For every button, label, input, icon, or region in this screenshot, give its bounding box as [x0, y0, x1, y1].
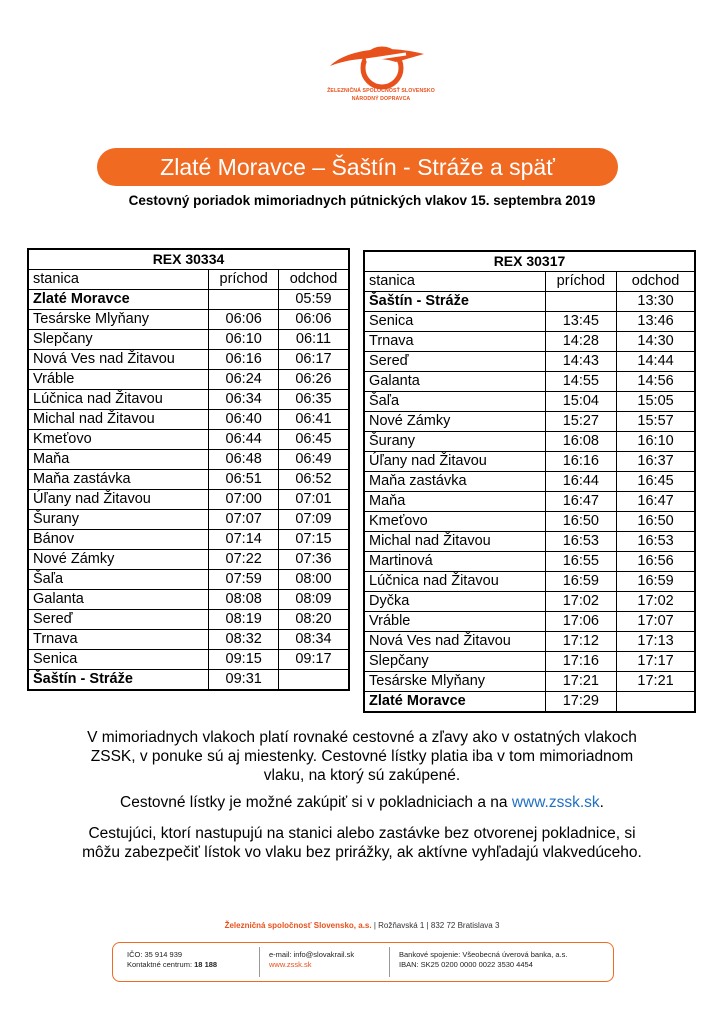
- departure-time-cell: 17:13: [617, 632, 695, 652]
- station-cell: Nové Zámky: [28, 550, 209, 570]
- station-cell: Nová Ves nad Žitavou: [28, 350, 209, 370]
- train-name-row: [364, 251, 695, 272]
- station-cell: Kmeťovo: [28, 430, 209, 450]
- header-departure: odchod: [617, 272, 695, 292]
- departure-time-cell: 14:30: [617, 332, 695, 352]
- arrival-time-cell: 15:04: [545, 392, 617, 412]
- train-name-row: [28, 249, 349, 270]
- departure-time-cell: 07:01: [278, 490, 349, 510]
- table-row: [28, 610, 349, 630]
- table-row: [364, 392, 695, 412]
- departure-time-cell: 17:07: [617, 612, 695, 632]
- table-row: [364, 552, 695, 572]
- departure-time-cell: 05:59: [278, 290, 349, 310]
- table-row: [28, 390, 349, 410]
- info-tickets-text: Cestovné lístky je možné zakúpiť si v pokladniciach a na: [120, 794, 512, 811]
- arrival-time-cell: 07:00: [209, 490, 279, 510]
- footer-col-ids: [127, 950, 217, 970]
- table-row: [28, 510, 349, 530]
- station-cell: Martinová: [364, 552, 545, 572]
- departure-time-cell: [278, 670, 349, 691]
- info-paragraph-tickets: [70, 793, 654, 812]
- table-row: [28, 550, 349, 570]
- arrival-time-cell: 07:59: [209, 570, 279, 590]
- arrival-time-cell: 06:51: [209, 470, 279, 490]
- station-cell: Nové Zámky: [364, 412, 545, 432]
- departure-time-cell: 08:00: [278, 570, 349, 590]
- logo-text-line1: ŽELEZNIČNÁ SPOLOČNOSŤ SLOVENSKO: [327, 88, 435, 94]
- arrival-time-cell: 17:12: [545, 632, 617, 652]
- arrival-time-cell: 08:32: [209, 630, 279, 650]
- footer-contact-centre: Kontaktné centrum: 18 188: [127, 960, 218, 969]
- title-banner: Zlaté Moravce – Šaštín - Stráže a späť: [97, 148, 618, 186]
- station-cell: Zlaté Moravce: [28, 290, 209, 310]
- timetable-body: [28, 249, 349, 690]
- station-cell: Senica: [364, 312, 545, 332]
- arrival-time-cell: 07:22: [209, 550, 279, 570]
- station-cell: Maňa: [364, 492, 545, 512]
- station-cell: Kmeťovo: [364, 512, 545, 532]
- table-row: [364, 432, 695, 452]
- table-row: [364, 332, 695, 352]
- arrival-time-cell: 17:16: [545, 652, 617, 672]
- departure-time-cell: 15:05: [617, 392, 695, 412]
- train-name: REX 30334: [28, 249, 349, 270]
- station-cell: Bánov: [28, 530, 209, 550]
- station-cell: Šurany: [28, 510, 209, 530]
- arrival-time-cell: 06:06: [209, 310, 279, 330]
- table-row: [28, 350, 349, 370]
- arrival-time-cell: 16:53: [545, 532, 617, 552]
- station-cell: Úľany nad Žitavou: [28, 490, 209, 510]
- station-cell: Michal nad Žitavou: [364, 532, 545, 552]
- station-cell: Lúčnica nad Žitavou: [28, 390, 209, 410]
- footer-company-line: Železničná spoločnosť Slovensko, a.s. | Rožňavská 1 | 832 72 Bratislava 3: [224, 921, 500, 930]
- arrival-time-cell: 06:44: [209, 430, 279, 450]
- table-row: [28, 590, 349, 610]
- table-row: [364, 412, 695, 432]
- arrival-time-cell: 16:47: [545, 492, 617, 512]
- table-row: [364, 692, 695, 713]
- footer-iban: IBAN: SK25 0200 0000 0022 3530 4454: [399, 960, 533, 969]
- station-cell: Galanta: [28, 590, 209, 610]
- station-cell: Sereď: [28, 610, 209, 630]
- departure-time-cell: 06:52: [278, 470, 349, 490]
- departure-time-cell: 06:11: [278, 330, 349, 350]
- footer-ico: IČO: 35 914 939: [127, 950, 183, 959]
- arrival-time-cell: 06:48: [209, 450, 279, 470]
- arrival-time-cell: 13:45: [545, 312, 617, 332]
- arrival-time-cell: 14:55: [545, 372, 617, 392]
- station-cell: Vráble: [28, 370, 209, 390]
- company-logo: [326, 40, 436, 110]
- table-row: [28, 650, 349, 670]
- arrival-time-cell: 06:34: [209, 390, 279, 410]
- departure-time-cell: 06:35: [278, 390, 349, 410]
- arrival-time-cell: 08:19: [209, 610, 279, 630]
- station-cell: Dyčka: [364, 592, 545, 612]
- station-cell: Galanta: [364, 372, 545, 392]
- departure-time-cell: 06:45: [278, 430, 349, 450]
- table-row: [364, 312, 695, 332]
- table-row: [28, 530, 349, 550]
- column-header-row: [364, 272, 695, 292]
- table-row: [364, 492, 695, 512]
- station-cell: Nová Ves nad Žitavou: [364, 632, 545, 652]
- station-cell: Úľany nad Žitavou: [364, 452, 545, 472]
- table-row: [364, 372, 695, 392]
- table-row: [364, 512, 695, 532]
- footer-bank: Bankové spojenie: Všeobecná úverová banka, a.s.: [399, 950, 568, 959]
- column-header-row: [28, 270, 349, 290]
- arrival-time-cell: 16:59: [545, 572, 617, 592]
- table-row: [28, 310, 349, 330]
- table-row: [28, 430, 349, 450]
- departure-time-cell: 07:36: [278, 550, 349, 570]
- arrival-time-cell: 07:14: [209, 530, 279, 550]
- arrival-time-cell: 17:06: [545, 612, 617, 632]
- station-cell: Šaľa: [28, 570, 209, 590]
- departure-time-cell: 14:44: [617, 352, 695, 372]
- station-cell: Maňa zastávka: [28, 470, 209, 490]
- station-cell: Tesárske Mlyňany: [28, 310, 209, 330]
- station-cell: Šaľa: [364, 392, 545, 412]
- arrival-time-cell: [209, 290, 279, 310]
- station-cell: Šurany: [364, 432, 545, 452]
- station-cell: Sereď: [364, 352, 545, 372]
- table-row: [364, 672, 695, 692]
- footer-web-link[interactable]: www.zssk.sk: [269, 960, 312, 969]
- departure-time-cell: 07:09: [278, 510, 349, 530]
- departure-time-cell: 17:17: [617, 652, 695, 672]
- arrival-time-cell: 14:43: [545, 352, 617, 372]
- train-name: REX 30317: [364, 251, 695, 272]
- station-cell: Maňa: [28, 450, 209, 470]
- arrival-time-cell: 17:21: [545, 672, 617, 692]
- station-cell: Maňa zastávka: [364, 472, 545, 492]
- departure-time-cell: 08:20: [278, 610, 349, 630]
- arrival-time-cell: 16:16: [545, 452, 617, 472]
- arrival-time-cell: 06:24: [209, 370, 279, 390]
- footer-col-web: [269, 950, 354, 970]
- arrival-time-cell: 06:10: [209, 330, 279, 350]
- table-row: [364, 472, 695, 492]
- arrival-time-cell: 07:07: [209, 510, 279, 530]
- arrival-time-cell: 09:15: [209, 650, 279, 670]
- table-row: [28, 630, 349, 650]
- departure-time-cell: 08:34: [278, 630, 349, 650]
- station-cell: Šaštín - Stráže: [364, 292, 545, 312]
- info-tickets-end: .: [599, 794, 604, 811]
- departure-time-cell: 16:47: [617, 492, 695, 512]
- arrival-time-cell: 06:16: [209, 350, 279, 370]
- header-departure: odchod: [278, 270, 349, 290]
- table-row: [364, 632, 695, 652]
- station-cell: Senica: [28, 650, 209, 670]
- table-row: [364, 292, 695, 312]
- station-cell: Zlaté Moravce: [364, 692, 545, 713]
- footer-divider: [259, 947, 260, 977]
- station-cell: Vráble: [364, 612, 545, 632]
- logo-mark-icon: [326, 40, 436, 90]
- timetable-body: [364, 251, 695, 712]
- arrival-time-cell: 16:55: [545, 552, 617, 572]
- departure-time-cell: 06:26: [278, 370, 349, 390]
- table-row: [28, 410, 349, 430]
- departure-time-cell: 17:02: [617, 592, 695, 612]
- departure-time-cell: 13:46: [617, 312, 695, 332]
- info-paragraph-no-cashdesk: Cestujúci, ktorí nastupujú na stanici alebo zastávke bez otvorenej pokladnice, si môžu zabezpečiť lístok vo vlaku bez prirážky, ak aktívne vyhľadajú vlakvedúceho.: [82, 825, 642, 861]
- footer-address-street: Rožňavská 1: [378, 921, 425, 930]
- station-cell: Šaštín - Stráže: [28, 670, 209, 691]
- departure-time-cell: 06:06: [278, 310, 349, 330]
- departure-time-cell: 16:56: [617, 552, 695, 572]
- arrival-time-cell: 17:02: [545, 592, 617, 612]
- table-row: [364, 532, 695, 552]
- arrival-time-cell: 09:31: [209, 670, 279, 691]
- footer-col-bank: [399, 950, 567, 970]
- header-station: stanica: [364, 272, 545, 292]
- arrival-time-cell: [545, 292, 617, 312]
- zssk-website-link[interactable]: www.zssk.sk: [511, 794, 600, 811]
- station-cell: Slepčany: [28, 330, 209, 350]
- table-row: [28, 450, 349, 470]
- footer-email[interactable]: e-mail: info@slovakrail.sk: [269, 950, 355, 959]
- table-row: [364, 452, 695, 472]
- arrival-time-cell: 16:08: [545, 432, 617, 452]
- footer-company-name: Železničná spoločnosť Slovensko, a.s.: [224, 921, 372, 930]
- departure-time-cell: 06:49: [278, 450, 349, 470]
- arrival-time-cell: 16:44: [545, 472, 617, 492]
- arrival-time-cell: 17:29: [545, 692, 617, 713]
- logo-text-line2: NÁRODNÝ DOPRAVCA: [351, 96, 411, 102]
- footer-contact-box: [112, 942, 614, 982]
- station-cell: Tesárske Mlyňany: [364, 672, 545, 692]
- header-station: stanica: [28, 270, 209, 290]
- footer-address-city: 832 72 Bratislava 3: [430, 921, 500, 930]
- table-row: [28, 490, 349, 510]
- station-cell: Michal nad Žitavou: [28, 410, 209, 430]
- departure-time-cell: 16:37: [617, 452, 695, 472]
- departure-time-cell: 16:53: [617, 532, 695, 552]
- table-row: [28, 670, 349, 691]
- departure-time-cell: 14:56: [617, 372, 695, 392]
- header-arrival: príchod: [209, 270, 279, 290]
- table-row: [28, 570, 349, 590]
- table-row: [364, 652, 695, 672]
- arrival-time-cell: 15:27: [545, 412, 617, 432]
- departure-time-cell: 06:41: [278, 410, 349, 430]
- subtitle: Cestovný poriadok mimoriadnych pútnických vlakov 15. septembra 2019: [128, 193, 596, 208]
- arrival-time-cell: 14:28: [545, 332, 617, 352]
- departure-time-cell: 16:59: [617, 572, 695, 592]
- departure-time-cell: 16:45: [617, 472, 695, 492]
- arrival-time-cell: 06:40: [209, 410, 279, 430]
- timetable-rex-30334: [27, 248, 350, 691]
- table-row: [364, 352, 695, 372]
- departure-time-cell: 06:17: [278, 350, 349, 370]
- table-row: [364, 572, 695, 592]
- departure-time-cell: 17:21: [617, 672, 695, 692]
- departure-time-cell: 09:17: [278, 650, 349, 670]
- departure-time-cell: 08:09: [278, 590, 349, 610]
- arrival-time-cell: 16:50: [545, 512, 617, 532]
- station-cell: Lúčnica nad Žitavou: [364, 572, 545, 592]
- header-arrival: príchod: [545, 272, 617, 292]
- table-row: [28, 290, 349, 310]
- departure-time-cell: [617, 692, 695, 713]
- arrival-time-cell: 08:08: [209, 590, 279, 610]
- table-row: [28, 470, 349, 490]
- departure-time-cell: 16:10: [617, 432, 695, 452]
- departure-time-cell: 07:15: [278, 530, 349, 550]
- timetable-rex-30317: [363, 250, 696, 713]
- table-row: [28, 370, 349, 390]
- info-paragraph-fares: V mimoriadnych vlakoch platí rovnaké cestovné a zľavy ako v ostatných vlakoch ZSSK, v ponuke sú aj miestenky. Cestovné lístky platia iba v tom mimoriadnom vlaku, na ktorý sú zakúpené.: [87, 729, 637, 784]
- table-row: [364, 592, 695, 612]
- station-cell: Slepčany: [364, 652, 545, 672]
- table-row: [28, 330, 349, 350]
- departure-time-cell: 16:50: [617, 512, 695, 532]
- departure-time-cell: 15:57: [617, 412, 695, 432]
- footer-divider: [389, 947, 390, 977]
- station-cell: Trnava: [364, 332, 545, 352]
- station-cell: Trnava: [28, 630, 209, 650]
- table-row: [364, 612, 695, 632]
- departure-time-cell: 13:30: [617, 292, 695, 312]
